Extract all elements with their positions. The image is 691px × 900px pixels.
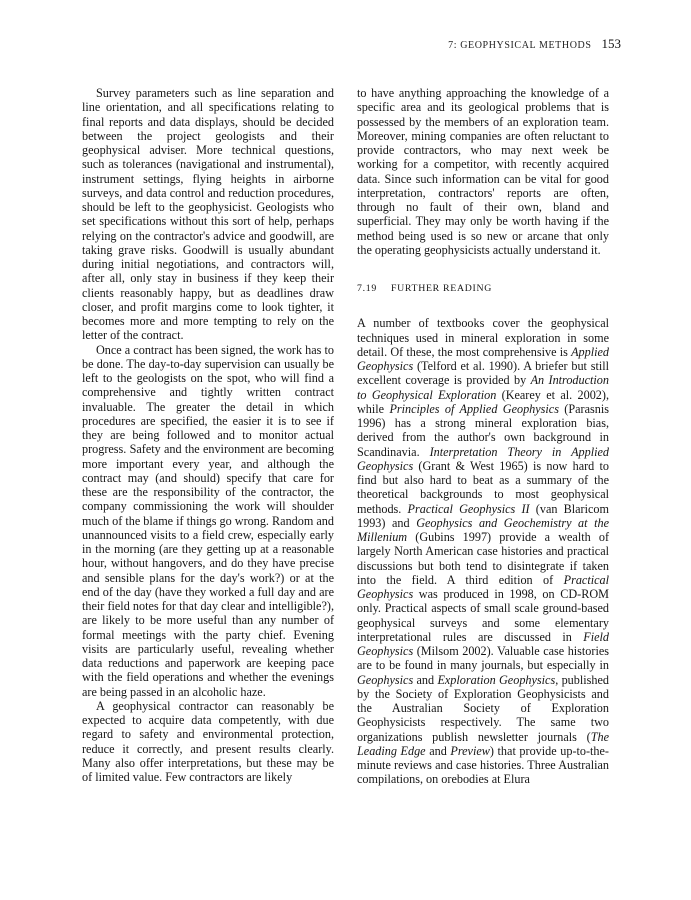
book-title: Principles of Applied Geophysics bbox=[389, 401, 559, 416]
journal-title: Preview bbox=[450, 743, 490, 758]
journal-title: The Leading Edge bbox=[357, 729, 609, 758]
paragraph-contractor-knowledge: to have anything approaching the knowledge of a specific area and its geological problems that is possessed by the members of an exploration team. Moreover, mining companies are often reluctant to provide contractors, who may next week be working for a competitor, with recently acquired data. Since such information can be vital for good interpretation, contractors' reports are often, through no fault of their own, bland and superficial. They may only be worth having if the method being used is so new or arcane that only the operating geophysicists actually understand it. bbox=[357, 86, 609, 257]
text-run: ) that provide up-to-the-minute reviews and case histories. Three Australian compilations, on orebodies at Elura bbox=[357, 743, 609, 787]
text-run: (Parasnis 1996) has a strong mineral exploration bias, derived from the author's own background in Scandinavia. bbox=[357, 401, 609, 459]
text-run: (van Blaricom 1993) and bbox=[357, 501, 609, 530]
paragraph-survey-parameters: Survey parameters such as line separation and line orientation, and all specifications relating to final reports and data displays, should be decided between the project geologists and their geophysical adviser. More technical questions, such as tolerances (navigational and instrumental), instrument settings, flying heights in airborne surveys, and data control and reduction procedures, should be left to the geophysicist. Geologists who set specifications without this sort of help, perhaps relying on the contractor's advice and goodwill, are taking grave risks. Goodwill is usually abundant during initial negotiations, and contractors will, after all, only stay in business if they keep their clients reasonably happy, but as deadlines draw closer, and profit margins come to look tighter, it becomes more and more tempting to rely on the letter of the contract. bbox=[82, 86, 334, 343]
book-title: Field Geophysics bbox=[357, 629, 609, 658]
text-run: (Grant & West 1965) is now hard to find but also hard to beat as a summary of the theoretical backgrounds to most geophysical methods. bbox=[357, 458, 609, 516]
text-run: was produced in 1998, on CD-ROM only. Practical aspects of small scale ground-based geophysical surveys and some elementary interpretational rules are discussed in bbox=[357, 587, 609, 644]
text-run: (Milsom 2002). Valuable case histories are to be found in many journals, but especially in bbox=[357, 644, 609, 673]
paragraph-further-reading bbox=[357, 316, 609, 786]
journal-title: Exploration Geophysics bbox=[437, 672, 556, 687]
text-run: (Telford et al. 1990). A briefer but still excellent coverage is provided by bbox=[357, 359, 609, 388]
text-run: (Gubins 1997) provide a wealth of largely North American case histories and practical discussions but both tend to disintegrate if taken into the field. A third edition of bbox=[357, 530, 609, 587]
section-title: FURTHER READING bbox=[390, 283, 493, 294]
right-column bbox=[357, 86, 609, 787]
running-head bbox=[448, 36, 621, 52]
text-run: (Kearey et al. 2002), while bbox=[357, 387, 609, 416]
text-run: and bbox=[425, 743, 451, 758]
book-title: Geophysics and Geochemistry at the Millenium bbox=[357, 515, 609, 544]
paragraph-contractor-expectations: A geophysical contractor can reasonably be expected to acquire data competently, with due regard to safety and environmental protection, reduce it correctly, and present results clearly. Many also offer interpretations, but these may be of limited value. Few contractors are likely bbox=[82, 698, 334, 784]
text-run: A number of textbooks cover the geophysical techniques used in mineral exploration in some detail. Of these, the most comprehensive is bbox=[357, 316, 609, 359]
chapter-title: 7: GEOPHYSICAL METHODS bbox=[448, 40, 592, 51]
page-number: 153 bbox=[601, 36, 621, 51]
text-run: , published by the Society of Exploration Geophysicists and the Australian Society of Exploration Geophysicists respectively. The same two organizations publish newsletter journals ( bbox=[357, 672, 609, 744]
left-column bbox=[82, 86, 334, 784]
section-number: 7.19 bbox=[357, 283, 377, 294]
journal-title: Geophysics bbox=[357, 672, 414, 687]
text-run: and bbox=[413, 672, 438, 687]
book-title: Interpretation Theory in Applied Geophysics bbox=[357, 444, 609, 473]
paragraph-contract-supervision: Once a contract has been signed, the work has to be done. The day-to-day supervision can usually be left to the geologists on the spot, who will find a comprehensive and tightly written contract invaluable. The greater the detail in which procedures are specified, the easier it is to see if they are being followed and to monitor actual progress. Safety and the environment are becoming more important every year, and although the contract may (and should) specify that care for these are the responsibility of the contractor, the company commissioning the work will shoulder much of the blame if things go wrong. Random and unannounced visits to a field crew, especially early in the morning (are they getting up at a reasonable hour, without hangovers, and do they have precise and sensible plans for the day's work?) or at the end of the day (have they worked a full day and are their field notes for that day clear and intelligible?), are likely to be more useful than any number of formal meetings with the party chief. Evening visits are particularly useful, revealing whether data reductions and paperwork are keeping pace with the field operations and whether the evenings are being passed in an alcoholic haze. bbox=[82, 342, 334, 699]
book-title: An Introduction to Geophysical Exploration bbox=[357, 373, 609, 402]
book-title: Practical Geophysics bbox=[357, 572, 609, 601]
book-title: Practical Geophysics II bbox=[407, 501, 530, 516]
section-heading-further-reading bbox=[357, 282, 609, 296]
book-title: Applied Geophysics bbox=[357, 344, 609, 373]
